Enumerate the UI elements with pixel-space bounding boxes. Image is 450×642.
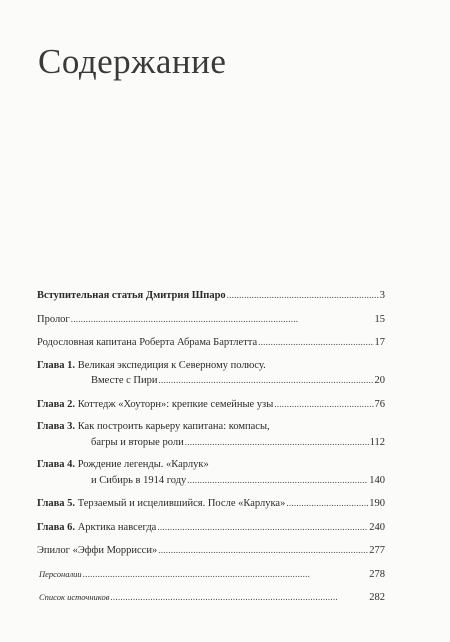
chapter-label: Глава 3. [37,421,76,432]
toc-entry-text: Вступительная статья Дмитрия Шпаро [37,290,226,301]
chapter-label: Глава 5. [37,498,76,509]
toc-entry-chapter-2[interactable] [37,397,385,413]
dot-leader [158,373,373,389]
toc-page-number: 112 [369,436,385,448]
toc-page-number: 20 [374,375,385,386]
toc-entry-chapter-6[interactable] [37,520,385,536]
toc-entry-text-continued: и Сибирь в 1914 году [91,474,187,486]
toc-page-number: 278 [369,568,385,580]
toc-entry-text: Рождение легенды. «Карлук» [77,459,209,470]
toc-entry-text: Родословная капитана Роберта Абрама Бартлетта [37,337,258,348]
toc-entry-text-continued: Вместе с Пири [91,375,158,386]
toc-entry-genealogy[interactable] [37,335,385,351]
toc-page-number: 190 [369,498,385,509]
toc-entry-chapter-5[interactable] [37,496,385,512]
table-of-contents [37,288,385,614]
dot-leader [187,473,368,489]
toc-entry-sources[interactable] [37,590,385,606]
dot-leader [71,312,374,328]
toc-entry-text: Список источников [39,592,110,602]
page-title: Содержание [38,42,227,81]
toc-page-number: 17 [374,337,385,348]
toc-page-number: 282 [369,592,385,603]
chapter-label: Глава 6. [37,521,76,533]
chapter-label: Глава 4. [37,459,76,470]
toc-page-number: 277 [369,545,385,556]
dot-leader [110,590,368,606]
toc-entry-chapter-1[interactable] [37,359,385,389]
toc-entry-epilogue[interactable] [37,543,385,559]
dot-leader [227,288,379,304]
dot-leader [258,335,373,351]
toc-page-number: 240 [369,521,385,533]
toc-entry-text: Великая экспедиция к Северному полюсу. [77,359,266,371]
dot-leader [274,397,373,413]
dot-leader [286,496,368,512]
dot-leader [185,435,369,451]
toc-entry-text: Арктика навсегда [77,521,157,533]
toc-page-number: 76 [374,398,385,410]
chapter-label: Глава 2. [37,398,76,410]
toc-entry-text: Пролог [37,313,70,325]
toc-entry-text-continued: багры и вторые роли [91,436,184,448]
toc-entry-prologue[interactable] [37,312,385,328]
toc-page-number: 140 [369,474,385,486]
toc-entry-text: Терзаемый и исцелившийся. После «Карлука» [77,498,286,509]
toc-entry-text: Как построить карьеру капитана: компасы, [77,421,270,432]
toc-page-number: 3 [379,290,385,301]
toc-entry-persons[interactable] [37,567,385,583]
dot-leader [83,567,369,583]
chapter-label: Глава 1. [37,359,76,371]
toc-entry-intro[interactable] [37,288,385,304]
toc-entry-text: Персоналии [39,568,82,579]
dot-leader [158,543,368,559]
toc-entry-chapter-4[interactable] [37,458,385,488]
toc-entry-text: Эпилог «Эффи Моррисси» [37,545,158,556]
toc-page-number: 15 [374,313,385,325]
toc-entry-text: Коттедж «Хоуторн»: крепкие семейные узы [77,398,274,410]
toc-entry-chapter-3[interactable] [37,420,385,450]
dot-leader [157,520,368,536]
